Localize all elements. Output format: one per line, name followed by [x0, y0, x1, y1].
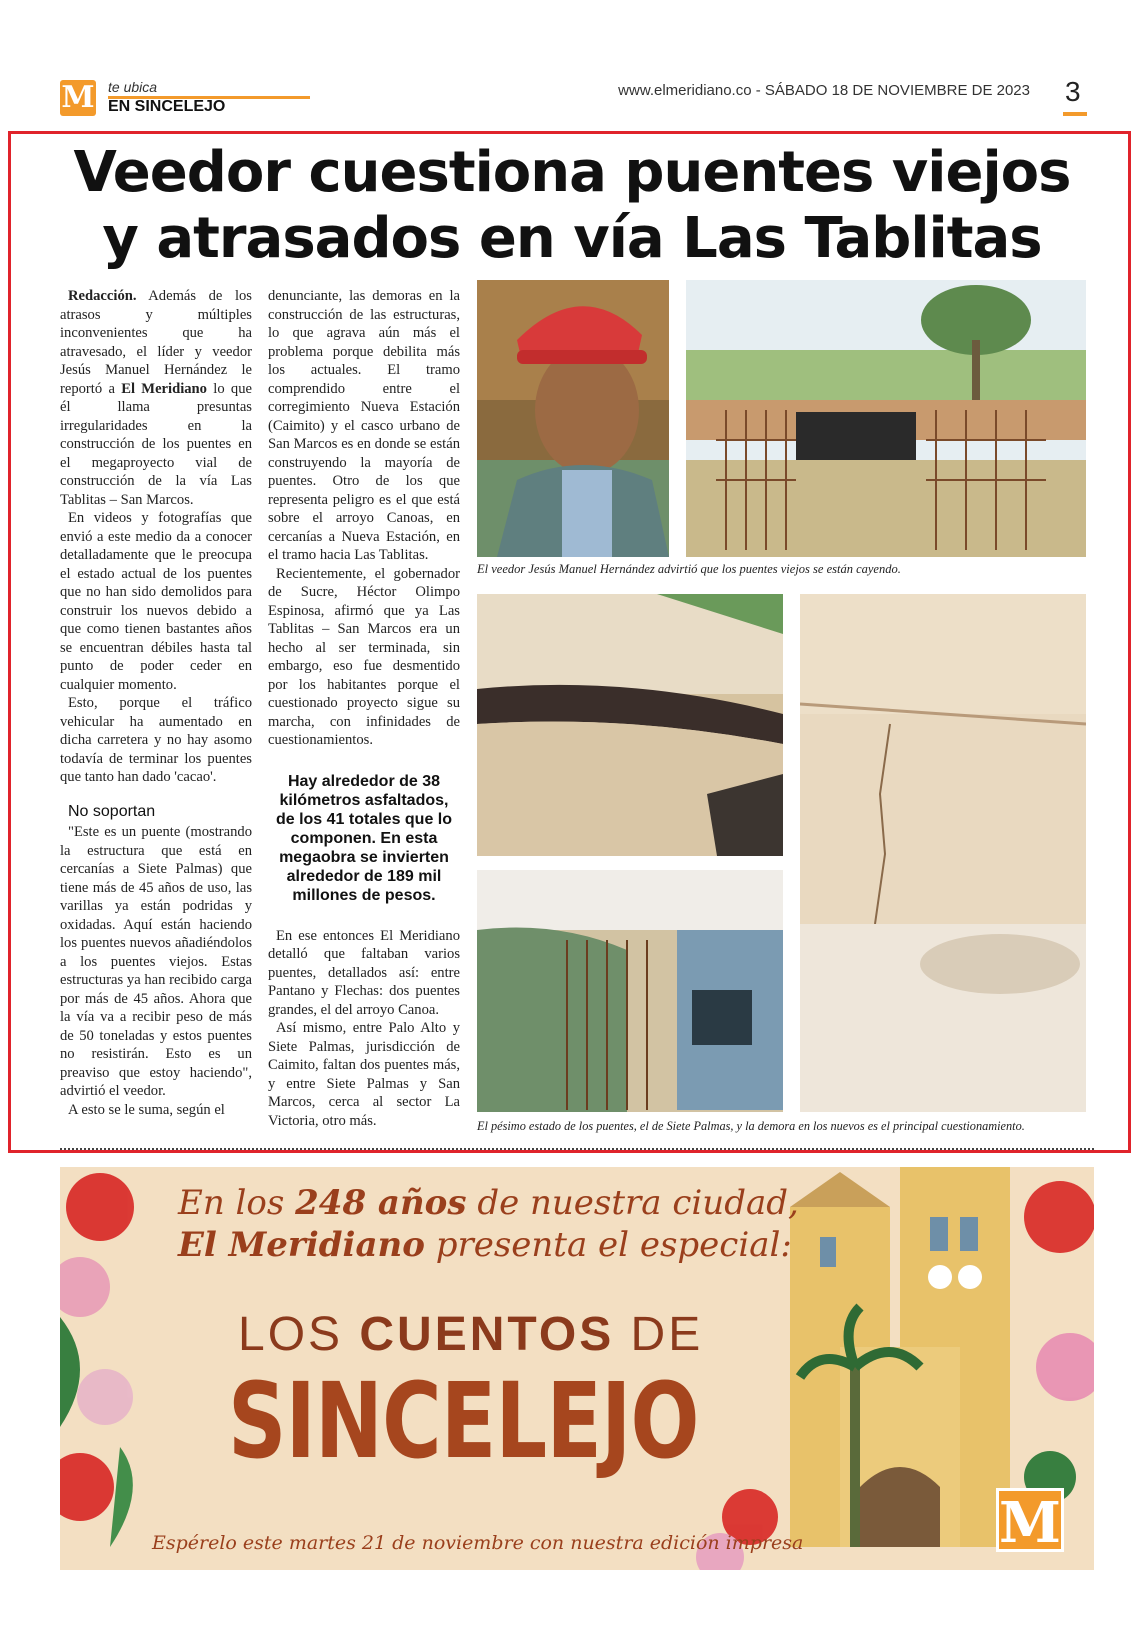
paragraph: denunciante, las demoras en la construcción de las estructuras, lo que agrava aún más el problema porque debilita más los actuales. El tramo comprendido entre el corregimiento Nueva Estación (Caimito) y el casco urbano de San Marcos es en donde se están construyendo la mayoría de puentes. Otro de los que representa peligro es el que está sobre el arroyo Canoas, en cercanías a Nueva Estación, en el tramo hacia Las Tablitas. — [268, 288, 460, 563]
advertisement-banner — [60, 1167, 1094, 1570]
section-name: EN SINCELEJO — [108, 98, 226, 115]
article-headline — [20, 140, 1124, 272]
ad-headline-line-2: El Meridiano presenta el especial: — [178, 1225, 792, 1265]
ad-headline-line-1: En los 248 años de nuestra ciudad, — [178, 1183, 799, 1223]
paragraph: En ese entonces El Meridiano detalló que faltaban varios puentes, detallados así: entre Pantano y Flechas: dos puentes grandes, el del arroyo Canoa. — [268, 927, 460, 1018]
photo-bridge-construction — [686, 280, 1086, 557]
article-column-2 — [268, 287, 460, 1130]
ad-title: SINCELEJO — [228, 1360, 699, 1482]
section-kicker: te ubica — [108, 79, 158, 95]
article-column-1 — [60, 287, 252, 1119]
subheading: No soportan — [68, 802, 156, 820]
photo-cracked-wall — [800, 594, 1086, 1112]
paragraph-text: Además de los atrasos y múltiples inconvenientes que ha atravesado, el líder y veedor Jesús Manuel Hernández le reportó a — [60, 288, 252, 397]
photo-caption-1: El veedor Jesús Manuel Hernández advirtió que los puentes viejos se están cayendo. — [477, 562, 901, 576]
church-illustration — [790, 1167, 1010, 1547]
paragraph: Así mismo, entre Palo Alto y Siete Palmas, jurisdicción de Caimito, faltan dos puentes más, y entre Siete Palmas y San Marcos, cerca al sector La Victoria, otro más. — [268, 1020, 460, 1129]
paragraph — [60, 287, 252, 509]
page-number: 3 — [1065, 76, 1081, 107]
paragraph: Recientemente, el gobernador de Sucre, Héctor Olimpo Espinosa, afirmó que ya Las Tablitas – San Marcos era un hecho al ser terminada, sin embargo, eso fue desmentido por los habitantes porque el cuestionado proyecto sigue su marcha, con infinidades de cuestionamientos. — [268, 565, 460, 748]
headline-line-1: Veedor cuestiona puentes viejos — [73, 140, 1071, 205]
paragraph: Esto, porque el tráfico vehicular ha aumentado en dicha carretera y no hay asomo todavía de terminar los puentes que tanto han dado 'cacao'. — [60, 695, 252, 785]
dateline: www.elmeridiano.co - SÁBADO 18 DE NOVIEMBRE DE 2023 — [618, 82, 1030, 99]
paragraph-text: lo que él llama presuntas irregularidades en la construcción de los puentes en el megaproyecto vial de construcción de la vía Las Tablitas – San Marcos. — [60, 380, 252, 508]
photo-bridge-underside — [477, 594, 783, 856]
ad-footer-text: Espérelo este martes 21 de noviembre con nuestra edición impresa — [152, 1532, 804, 1554]
ad-series-label: LOS CUENTOS DE — [238, 1308, 704, 1361]
section-divider — [60, 1148, 1094, 1150]
page-number-rule — [1063, 112, 1087, 116]
newspaper-mention: El Meridiano — [121, 380, 207, 397]
byline: Redacción. — [68, 288, 137, 304]
photo-caption-2: El pésimo estado de los puentes, el de Siete Palmas, y la demora en los nuevos es el principal cuestionamiento. — [477, 1119, 1025, 1133]
pull-quote: Hay alrededor de 38 kilómetros asfaltados, de los 41 totales que lo componen. En esta megaobra se invierten alrededor de 189 mil millones de pesos. — [275, 772, 453, 904]
headline-line-2: y atrasados en vía Las Tablitas — [102, 206, 1042, 271]
paragraph: "Este es un puente (mostrando la estructura que está en cercanías a Siete Palmas) que tiene más de 45 años de uso, las varillas ya están podridas y oxidadas. Aquí están haciendo los puentes nuevos añadiéndolos a los puentes viejos. Estas estructuras ya han recibido carga por más de 45 años. Ahora que la vía va a recibir peso de más de 50 toneladas y estos puentes no resistirán. Esto es un preaviso que estoy haciendo", advirtió el veedor. — [60, 824, 252, 1099]
newspaper-logo: M — [61, 80, 95, 115]
photo-bridge-rebar — [477, 870, 783, 1112]
photo-veedor-portrait — [477, 280, 669, 557]
paragraph: En videos y fotografías que envió a este medio da a conocer detalladamente que le preocupa el estado actual de los puentes que no han sido demolidos para construir los nuevos debido a que como tienen bastantes años se encuentran débiles hasta tal punto de poder ceder en cualquier momento. — [60, 510, 252, 693]
paragraph: A esto se le suma, según el — [68, 1101, 225, 1118]
ad-newspaper-logo: M — [996, 1488, 1064, 1552]
